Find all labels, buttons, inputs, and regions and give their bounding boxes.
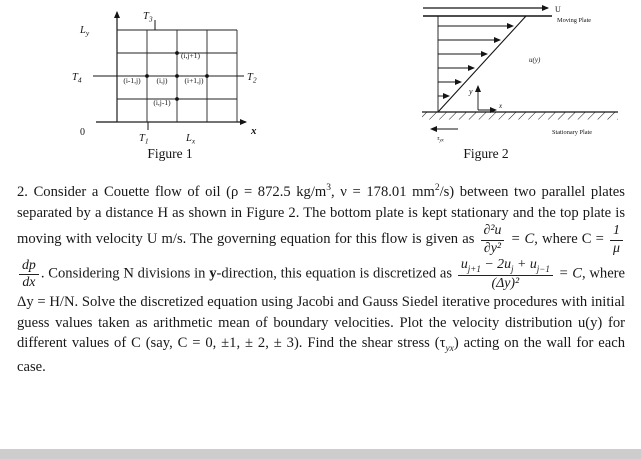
problem-seg6: -direction, this equation is discretized as [216, 265, 453, 282]
stationary-plate-hatching [422, 113, 618, 120]
velocity-profile-slant-line [438, 16, 526, 112]
label-Lx [185, 133, 196, 146]
label-moving-plate: Moving Plate [557, 17, 592, 24]
discretized-eq-rhs: = C [558, 265, 582, 282]
label-Lx-sub: x [191, 136, 196, 146]
label-Ly [79, 25, 90, 38]
u-term-1-subscript: j+1 [467, 263, 481, 274]
figure1-axes [96, 12, 246, 122]
label-wall-shear-sub: yx [439, 138, 444, 144]
label-Ly-base: L [80, 25, 86, 36]
label-T4-sub: 4 [77, 75, 82, 85]
label-T4-base: T [72, 72, 78, 83]
label-velocity-profile: u(y) [529, 56, 541, 64]
label-Ly-sub: y [85, 28, 90, 38]
scan-edge-strip [0, 449, 641, 459]
label-T3-sub: 3 [148, 14, 153, 24]
stencil-node-right: (i+1,j) [184, 76, 204, 85]
figure1-boundary-ticks [93, 20, 244, 130]
governing-equation-fraction [481, 223, 505, 257]
problem-seg3: /s) between two parallel plates separated by a distance H as shown in Figure 2. The bottom plate is kept stationary and the top plate is moving with velocity U m/s. The governing equation for this flow is given as [17, 184, 625, 248]
problem-seg2: , ν = 178.01 mm [331, 184, 435, 200]
u-term-1: u [460, 257, 468, 273]
problem-seg8: ) acting on the wall for each case. [17, 335, 626, 375]
stencil-node-center: (i,j) [156, 76, 168, 85]
stencil-node-bottom: (i,j-1) [153, 98, 171, 107]
label-x-axis: x [499, 102, 503, 110]
problem-seg7: , where Δy = H/N. Solve the discretized equation using Jacobi and Gauss Siedel iterative procedures with initial guess values taken as arithmetic mean of boundary velocities. Plot the velocity distribution u(y) for different values of C (say, C = 0, ±1, ± 2, ± 3). Find the shear stress (τ [17, 265, 626, 352]
sup-cubed: 3 [326, 183, 332, 194]
discretized-eq-numerator [458, 257, 553, 275]
problem-seg5: . Considering N divisions in [40, 265, 210, 282]
problem-seg4: , where C = [534, 231, 604, 248]
label-x-axis: x [251, 125, 257, 137]
label-T2-sub: 2 [252, 75, 257, 85]
governing-eq-denominator: ∂y² [483, 240, 502, 256]
one-over-mu-denominator: μ [613, 240, 620, 256]
label-U: U [555, 5, 561, 14]
label-y-axis: y [469, 87, 473, 96]
u-term-3-subscript: j−1 [536, 263, 550, 274]
label-wall-shear [437, 135, 445, 144]
label-origin: 0 [80, 127, 85, 138]
figure2-couette-diagram [400, 0, 641, 168]
label-T2-base: T [247, 72, 253, 83]
u-term-2-subscript: j [511, 263, 514, 274]
label-stationary-plate: Stationary Plate [552, 129, 593, 136]
label-T3-base: T [143, 11, 149, 22]
one-over-mu-fraction [610, 223, 623, 257]
figure1-grid-diagram [0, 0, 350, 168]
u-term-3: + u [513, 257, 537, 273]
discretized-equation-fraction [458, 257, 553, 292]
label-T4 [72, 72, 82, 85]
label-T2 [247, 72, 257, 85]
figure2-caption: Figure 2 [463, 146, 509, 161]
governing-eq-rhs: = C [510, 231, 535, 248]
one-over-mu-numerator: 1 [610, 223, 623, 240]
label-T1-sub: 1 [144, 136, 149, 146]
sup-squared: 2 [434, 183, 440, 194]
label-wall-shear-base: τ [437, 135, 440, 142]
label-Lx-base: L [186, 133, 192, 144]
label-T3 [143, 11, 153, 24]
tau-subscript: yx [445, 344, 454, 355]
figure1-caption: Figure 1 [147, 146, 193, 161]
u-term-2: − 2u [480, 257, 512, 273]
dp-dx-numerator: dp [19, 258, 39, 275]
label-T1 [139, 133, 149, 146]
label-T1-base: T [139, 133, 145, 144]
governing-eq-numerator: ∂²u [481, 223, 505, 240]
problem-seg5-bold-y: y [209, 265, 217, 282]
stencil-node-left: (i-1,j) [123, 76, 141, 85]
dp-dx-denominator: dx [22, 275, 36, 291]
problem-statement [17, 182, 625, 377]
velocity-profile-arrows [438, 26, 513, 96]
stencil-node-top: (i,j+1) [181, 51, 201, 60]
problem-seg1: 2. Consider a Couette flow of oil (ρ = 872.5 kg/m [17, 184, 327, 200]
dp-dx-fraction [19, 258, 39, 292]
discretized-eq-denominator: (Δy)² [491, 275, 520, 291]
